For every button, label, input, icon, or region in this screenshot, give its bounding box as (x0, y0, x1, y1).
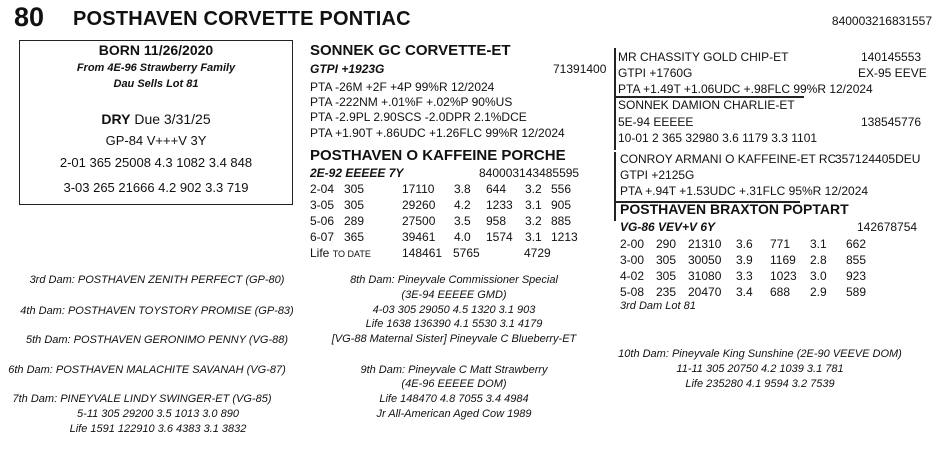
dam-4th: 4th Dam: POSTHAVEN TOYSTORY PROMISE (GP-83) (20, 305, 294, 317)
sire-dam-record: 10-01 2 365 32980 3.6 1179 3.3 1101 (618, 131, 818, 145)
sire-dam-name: SONNEK DAMION CHARLIE-ET (618, 98, 795, 112)
dam-8th-sister: [VG-88 Maternal Sister] Pineyvale C Blueberry-ET (331, 333, 577, 345)
record-cell: 3.2 (525, 182, 542, 196)
record-cell: 2.9 (810, 285, 827, 299)
record-cell: 4.0 (454, 230, 471, 244)
record-cell: 1023 (770, 269, 797, 283)
record-cell: 885 (551, 214, 572, 228)
record-cell: 31080 (688, 269, 722, 283)
record-cell: 644 (486, 182, 507, 196)
record-cell: 4-02 (620, 269, 645, 283)
dam-sire-gtpi: GTPI +2125G (620, 168, 695, 182)
dam-8th-class: (3E-94 EEEEE GMD) (401, 289, 507, 301)
dam-10th-life: Life 235280 4.1 9594 3.2 7539 (685, 378, 835, 390)
record-cell: 29260 (402, 198, 436, 212)
dam-class: 2E-92 EEEEE 7Y (310, 166, 404, 180)
sire-dam-reg: 138545776 (861, 115, 922, 129)
sire-sire-class: EX-95 EEVE (858, 66, 927, 80)
record-cell: 235 (656, 285, 677, 299)
dam-dam-reg: 142678754 (857, 220, 918, 234)
record-cell: 27500 (402, 214, 436, 228)
record-cell: 3.4 (736, 285, 753, 299)
record-cell: 958 (486, 214, 507, 228)
record-cell: 2-00 (620, 237, 645, 251)
record-cell: 305 (656, 269, 677, 283)
record-cell: 289 (344, 214, 365, 228)
dam-life-protein: 4729 (524, 246, 551, 260)
sire-pta-3: PTA -2.9PL 2.90SCS -2.0DPR 2.1%DCE (310, 110, 527, 124)
record-cell: 662 (846, 237, 867, 251)
record-2: 3-03 265 21666 4.2 902 3.3 719 (63, 180, 249, 195)
dam-7th-life: Life 1591 122910 3.6 4383 3.1 3832 (69, 423, 247, 435)
record-cell: 3.1 (525, 230, 542, 244)
record-cell: 305 (656, 253, 677, 267)
dam-3rd: 3rd Dam: POSTHAVEN ZENITH PERFECT (GP-80) (29, 274, 285, 286)
sire-pta-4: PTA +1.90T +.86UDC +1.26FLC 99%R 12/2024 (310, 126, 565, 140)
record-cell: 5-08 (620, 285, 645, 299)
dam-dam-note: 3rd Dam Lot 81 (620, 300, 696, 312)
record-cell: 905 (551, 198, 572, 212)
sire-reg: 71391400 (553, 62, 607, 76)
dam-8th-life: Life 1638 136390 4.1 5530 3.1 4179 (365, 318, 543, 330)
record-cell: 3.1 (525, 198, 542, 212)
record-cell: 290 (656, 237, 677, 251)
dam-sire-reg: 357124405DEU (835, 152, 921, 166)
sire-gtpi: GTPI +1923G (310, 62, 385, 76)
dam-sire-name: CONROY ARMANI O KAFFEINE-ET RC (620, 152, 837, 166)
dam-name: POSTHAVEN O KAFFEINE PORCHE (310, 147, 566, 164)
born-date: BORN 11/26/2020 (98, 42, 214, 58)
dry-status (20, 111, 292, 127)
sire-pta-1: PTA -26M +2F +4P 99%R 12/2024 (310, 80, 495, 94)
record-cell: 39461 (402, 230, 436, 244)
record-cell: 365 (344, 230, 365, 244)
record-cell: 3-05 (310, 198, 335, 212)
record-cell: 556 (551, 182, 572, 196)
record-cell: 30050 (688, 253, 722, 267)
dam-9th-life: Life 148470 4.8 7055 3.4 4984 (379, 393, 529, 405)
sire-sire-gtpi: GTPI +1760G (618, 66, 693, 80)
dam-7th-record: 5-11 305 29200 3.5 1013 3.0 890 (77, 408, 239, 420)
record-cell: 305 (344, 198, 365, 212)
dam-8th: 8th Dam: Pineyvale Commissioner Special (350, 274, 558, 286)
record-cell: 4.2 (454, 198, 471, 212)
record-cell: 3.6 (736, 237, 753, 251)
record-cell: 3.0 (810, 269, 827, 283)
record-cell: 3.1 (810, 237, 827, 251)
dry-due: Due 3/31/25 (130, 111, 211, 127)
record-cell: 20470 (688, 285, 722, 299)
sire-name: SONNEK GC CORVETTE-ET (310, 42, 511, 59)
record-cell: 923 (846, 269, 867, 283)
dam-10th: 10th Dam: Pineyvale King Sunshine (2E-90 VEEVE DOM) (618, 348, 902, 360)
dry-label: DRY (101, 111, 131, 127)
sire-sire-pta: PTA +1.49T +1.06UDC +.98FLC 99%R 12/2024 (618, 82, 873, 96)
dam-life-label: Life TO DATE (310, 246, 371, 260)
record-cell: 3.5 (454, 214, 471, 228)
record-cell: 688 (770, 285, 791, 299)
sire-sire-reg: 140145553 (861, 50, 922, 64)
lot-number: 80 (14, 2, 45, 32)
record-cell: 2.8 (810, 253, 827, 267)
record-cell: 5-06 (310, 214, 335, 228)
dam-dam-name: POSTHAVEN BRAXTON POPTART (620, 201, 849, 217)
dam-6th: 6th Dam: POSTHAVEN MALACHITE SAVANAH (VG-87) (8, 364, 286, 376)
dam-life-fat: 5765 (453, 246, 480, 260)
record-cell: 855 (846, 253, 867, 267)
record-cell: 3.3 (736, 269, 753, 283)
record-cell: 17110 (402, 182, 435, 196)
dam-8th-record: 4-03 305 29050 4.5 1320 3.1 903 (372, 304, 536, 316)
record-cell: 6-07 (310, 230, 335, 244)
classification: GP-84 V+++V 3Y (105, 133, 207, 148)
record-cell: 1169 (770, 253, 796, 267)
record-cell: 2-04 (310, 182, 335, 196)
dam-sire-pta: PTA +.94T +1.53UDC +.31FLC 95%R 12/2024 (620, 184, 869, 198)
dam-5th: 5th Dam: POSTHAVEN GERONIMO PENNY (VG-88) (25, 334, 289, 346)
daughter-note: Dau Sells Lot 81 (113, 78, 199, 90)
pedigree-line-sire (614, 48, 616, 150)
record-cell: 21310 (688, 237, 722, 251)
record-cell: 771 (770, 237, 791, 251)
record-cell: 3.8 (454, 182, 471, 196)
record-cell: 1233 (486, 198, 513, 212)
sire-pta-2: PTA -222NM +.01%F +.02%P 90%US (310, 95, 513, 109)
registration-number: 840003216831557 (831, 14, 932, 28)
dam-9th-award: Jr All-American Aged Cow 1989 (376, 408, 532, 420)
record-cell: 1213 (551, 230, 578, 244)
record-cell: 3-00 (620, 253, 645, 267)
dam-life-total: 148461 (402, 246, 443, 260)
record-cell: 589 (846, 285, 867, 299)
dam-dam-class: VG-86 VEV+V 6Y (620, 220, 716, 234)
dam-10th-record: 11-11 305 20750 4.2 1039 3.1 781 (676, 363, 844, 375)
pedigree-line-dam (614, 152, 616, 221)
animal-name: POSTHAVEN CORVETTE PONTIAC (73, 8, 411, 30)
family-note: From 4E-96 Strawberry Family (76, 62, 236, 74)
record-1: 2-01 365 25008 4.3 1082 3.4 848 (59, 155, 253, 170)
record-cell: 3.2 (525, 214, 542, 228)
dam-7th: 7th Dam: PINEYVALE LINDY SWINGER-ET (VG-85) (12, 393, 272, 405)
sire-dam-class: 5E-94 EEEEE (618, 115, 694, 129)
cow-info-box (19, 40, 293, 205)
record-cell: 1574 (486, 230, 513, 244)
record-cell: 3.9 (736, 253, 753, 267)
dam-9th-class: (4E-96 EEEEE DOM) (401, 378, 507, 390)
sire-sire-name: MR CHASSITY GOLD CHIP-ET (618, 50, 789, 64)
dam-reg: 840003143485595 (479, 166, 580, 180)
dam-9th: 9th Dam: Pineyvale C Matt Strawberry (360, 364, 548, 376)
record-cell: 305 (344, 182, 365, 196)
